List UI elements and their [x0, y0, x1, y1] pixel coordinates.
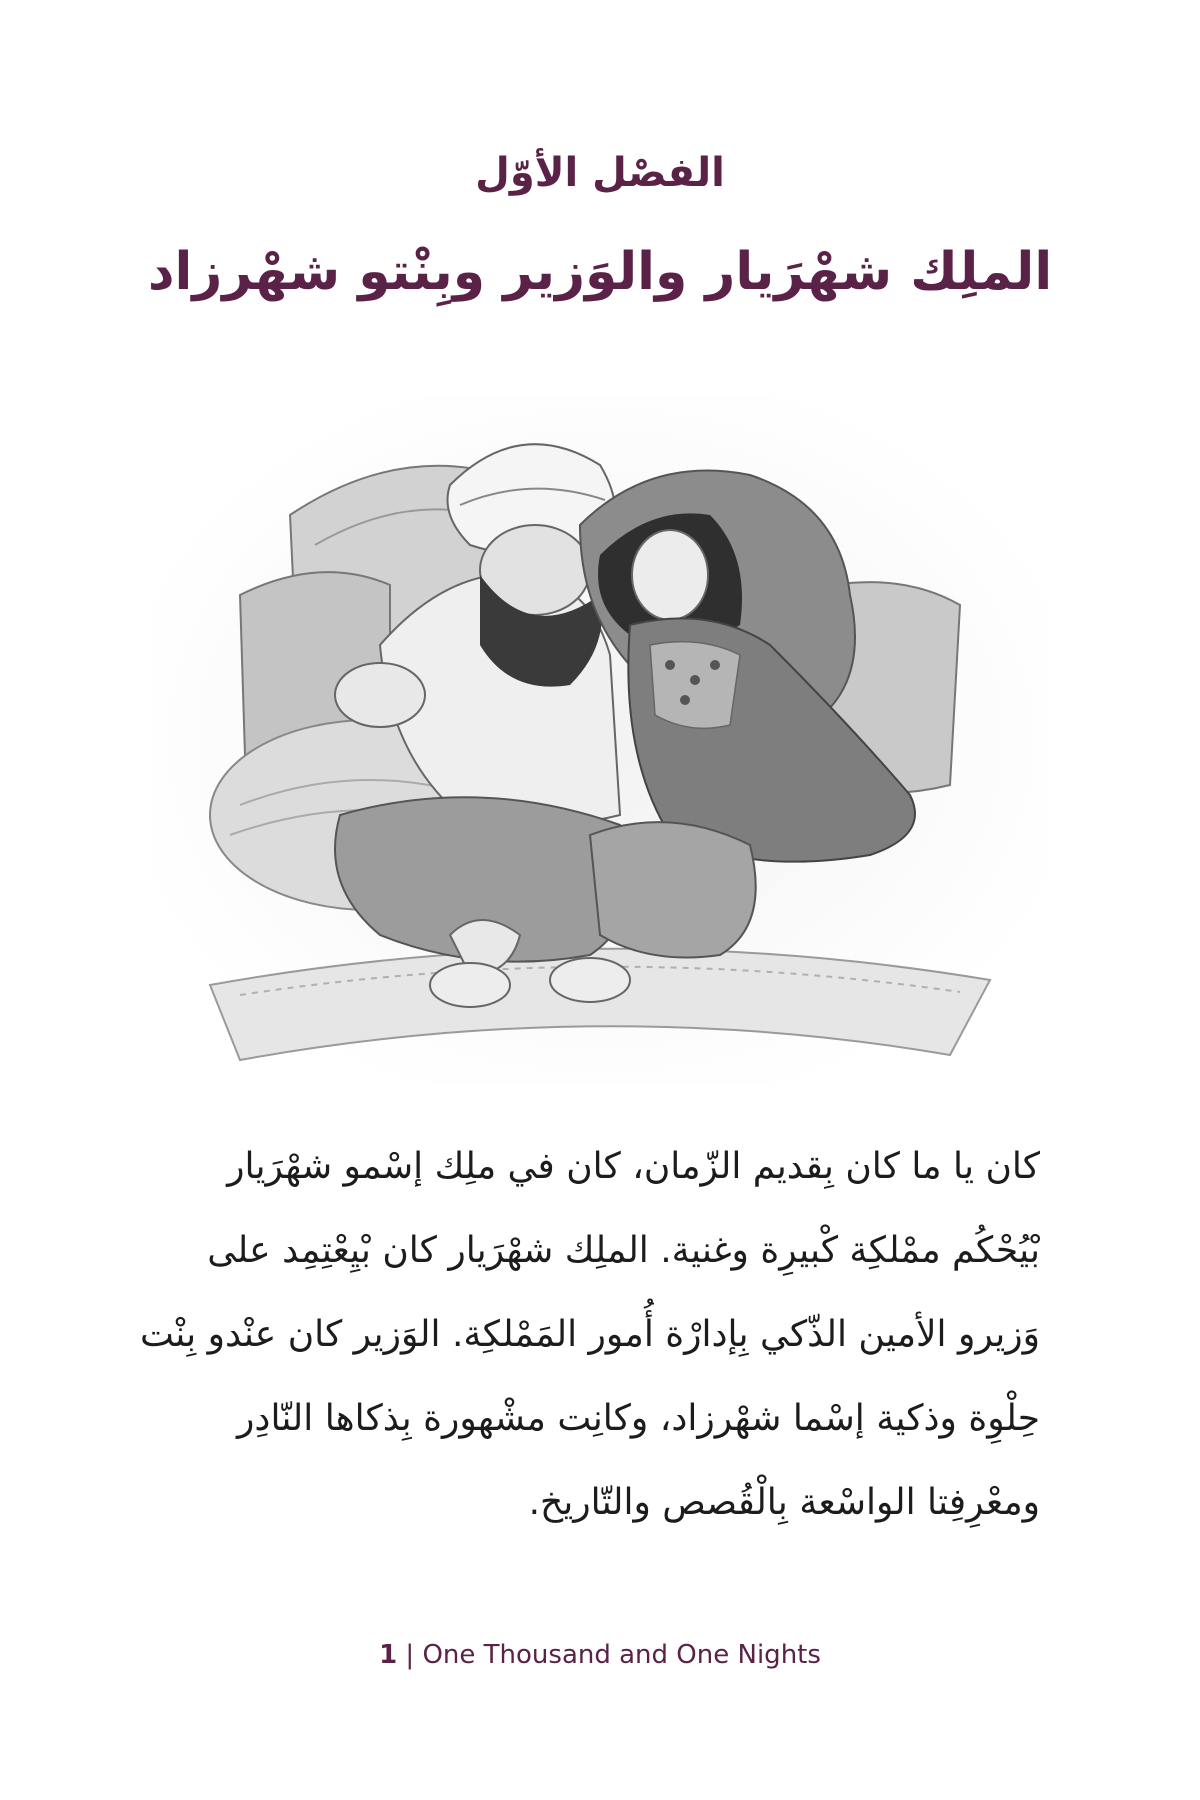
footer-separator: | — [405, 1640, 415, 1670]
story-line-1: كان يا ما كان بِقديم الزّمان، كان في ملِك إسْمو شهْرَيار — [227, 1146, 1040, 1187]
story-text — [139, 1125, 1040, 1545]
story-line-4: حِلْوِة وذكية إسْما شهْرزاد، وكانِت مشْهورة بِذكاها النّادِر — [237, 1398, 1040, 1439]
chapter-label: الفصْل الأوّل — [475, 150, 725, 196]
chapter-title: الملِك شهْرَيار والوَزير وبِنْتو شهْرزاد — [147, 242, 1053, 302]
book-title: One Thousand and One Nights — [422, 1640, 821, 1670]
story-line-2: بْيُحْكُم ممْلكِة كْبيرِة وغنية. الملِك شهْرَيار كان بْيِعْتِمِد على — [207, 1230, 1040, 1271]
illustration-image — [150, 395, 1050, 1085]
page-number: 1 — [379, 1640, 398, 1670]
story-line-3: وَزيرو الأمين الذّكي بِإدارْة أُمور المَمْلكِة. الوَزير كان عنْدو بِنْت — [139, 1314, 1040, 1355]
story-line-5: ومعْرِفِتا الواسْعة بِالْقُصص والتّاريخ. — [528, 1482, 1040, 1523]
page-footer — [0, 1640, 1200, 1670]
